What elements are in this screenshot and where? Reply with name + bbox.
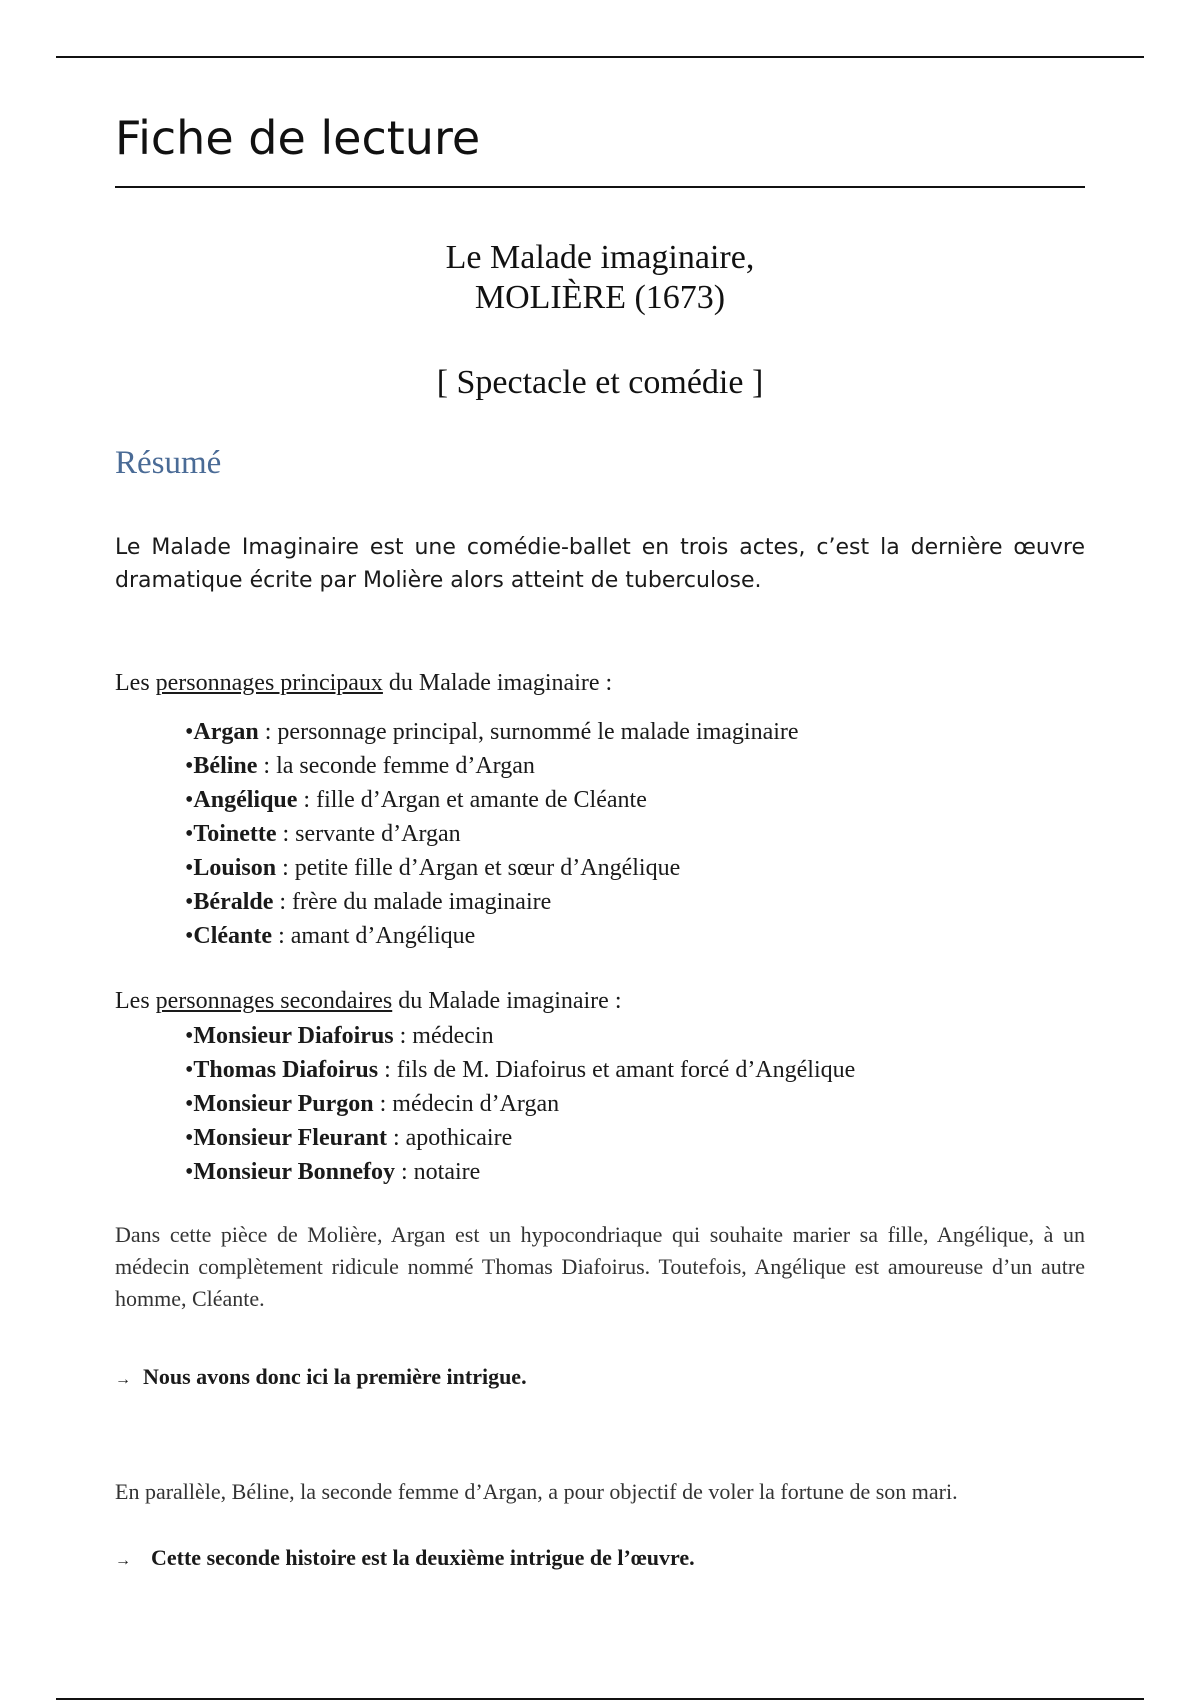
character-name: Béralde	[193, 888, 274, 915]
page-content	[115, 110, 1085, 1577]
character-item	[185, 1155, 1085, 1189]
main-characters-list	[115, 715, 1085, 953]
character-desc: : médecin d’Argan	[373, 1090, 560, 1117]
character-name: Béline	[193, 752, 258, 779]
intro-paragraph: Le Malade Imaginaire est une comédie-ballet en trois actes, c’est la dernière œuvre dramatique écrite par Molière alors atteint de tuberculose.	[115, 534, 1085, 593]
character-name: Monsieur Fleurant	[193, 1124, 387, 1151]
secondary-characters-suffix: du Malade imaginaire :	[392, 987, 622, 1014]
book-author-year: MOLIÈRE (1673)	[474, 278, 726, 316]
secondary-characters-heading	[115, 985, 1085, 1017]
character-item	[185, 783, 1085, 817]
right-arrow-icon: →	[115, 1370, 131, 1388]
character-desc: : personnage principal, surnommé le malade imaginaire	[258, 718, 799, 745]
character-item	[185, 749, 1085, 783]
character-name: Thomas Diafoirus	[193, 1056, 379, 1083]
character-name: Monsieur Bonnefoy	[193, 1158, 395, 1185]
character-name: Angélique	[193, 786, 298, 813]
conclusion-2-text: Cette seconde histoire est la deuxième intrigue de l’œuvre.	[151, 1544, 695, 1570]
character-name: Cléante	[193, 922, 273, 949]
conclusion-1	[115, 1361, 1085, 1396]
right-arrow-icon: →	[115, 1551, 131, 1569]
character-item	[185, 1053, 1085, 1087]
character-desc: : petite fille d’Argan et sœur d’Angélique	[276, 854, 681, 881]
character-desc: : notaire	[394, 1158, 481, 1185]
conclusion-1-text: Nous avons donc ici la première intrigue.	[143, 1363, 527, 1389]
character-desc: : apothicaire	[386, 1124, 513, 1151]
character-desc: : frère du malade imaginaire	[273, 888, 552, 915]
conclusion-2	[115, 1542, 1085, 1577]
secondary-characters-prefix: Les	[115, 987, 156, 1014]
plot-paragraph-1: Dans cette pièce de Molière, Argan est un hypocondriaque qui souhaite marier sa fille, Angélique, à un médecin complètement ridicule nommé Thomas Diafoirus. Toutefois, Angélique est amoureuse d’un autre homme, Cléante.	[115, 1221, 1085, 1311]
character-name: Toinette	[193, 820, 277, 847]
plot-paragraph-2: En parallèle, Béline, la seconde femme d’Argan, a pour objectif de voler la fortune de son mari.	[115, 1478, 958, 1504]
book-title-line1: Le Malade imaginaire,	[445, 238, 755, 276]
character-item	[185, 885, 1085, 919]
character-item	[185, 851, 1085, 885]
character-item	[185, 817, 1085, 851]
secondary-characters-list	[115, 1019, 1085, 1189]
top-rule	[56, 56, 1144, 58]
main-characters-suffix: du Malade imaginaire :	[382, 669, 613, 696]
secondary-characters-underlined: personnages secondaires	[155, 987, 393, 1014]
character-name: Louison	[193, 854, 277, 881]
main-characters-underlined: personnages principaux	[155, 669, 383, 696]
character-desc: : fille d’Argan et amante de Cléante	[297, 786, 647, 813]
main-characters-prefix: Les	[115, 669, 156, 696]
character-item	[185, 1121, 1085, 1155]
character-name: Monsieur Diafoirus	[193, 1022, 394, 1049]
character-name: Argan	[193, 718, 259, 745]
character-item	[185, 1019, 1085, 1053]
section-heading-resume: Résumé	[115, 444, 222, 481]
document-title: Fiche de lecture	[115, 110, 1085, 188]
book-title	[115, 238, 1085, 318]
character-desc: : servante d’Argan	[276, 820, 461, 847]
book-genre: [ Spectacle et comédie ]	[436, 363, 764, 401]
character-desc: : amant d’Angélique	[272, 922, 476, 949]
character-item	[185, 919, 1085, 953]
character-name: Monsieur Purgon	[193, 1090, 374, 1117]
character-desc: : fils de M. Diafoirus et amant forcé d’Angélique	[378, 1056, 856, 1083]
character-item	[185, 1087, 1085, 1121]
character-desc: : médecin	[393, 1022, 494, 1049]
character-item	[185, 715, 1085, 749]
character-desc: : la seconde femme d’Argan	[257, 752, 535, 779]
main-characters-heading	[115, 667, 1085, 699]
